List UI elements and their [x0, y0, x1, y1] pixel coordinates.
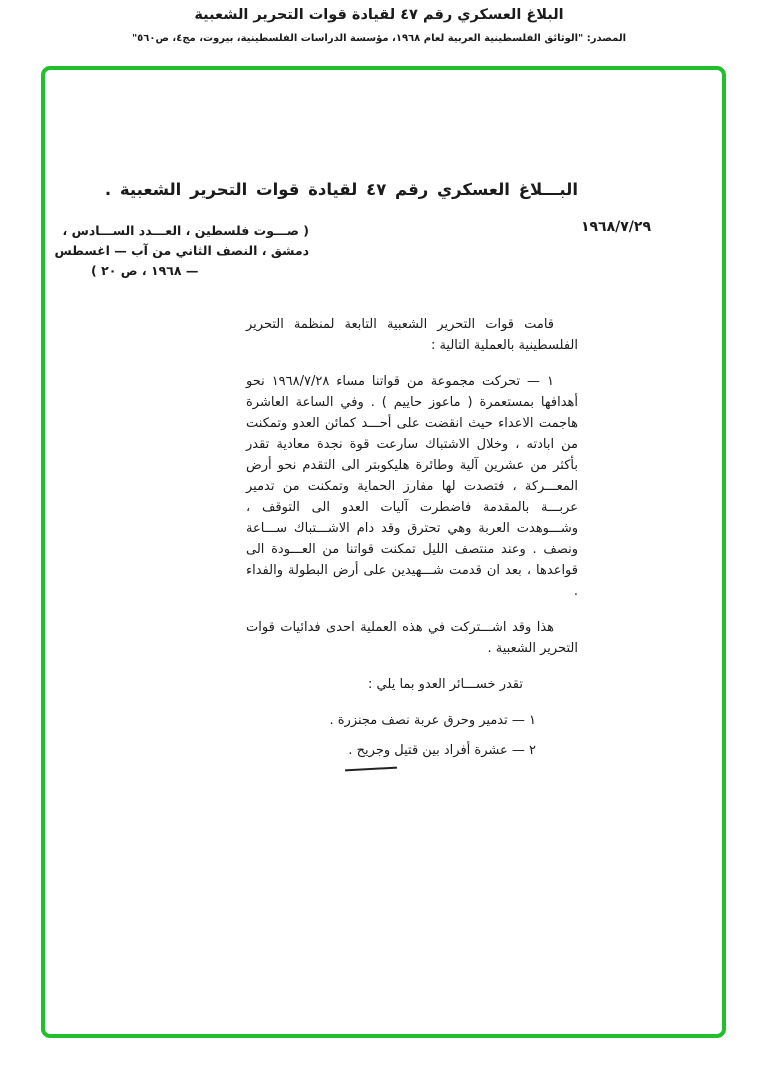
citation-line: دمشق ، النصف الثاني من آب — اغسطس [54, 243, 309, 258]
paragraph-intro: قامت قوات التحرير الشعبية التابعة لمنظمة التحرير الفلسطينية بالعملية التالية : [246, 317, 578, 353]
document-date: ١٩٦٨/٧/٢٩ [580, 219, 651, 235]
page-header-source: المصدر: "الوثائق الفلسطينية العربية لعام ١٩٦٨، مؤسسة الدراسات الفلسطينية، بيروت، مج٤، ص٥٦٠" [131, 33, 627, 44]
document-citation [54, 221, 309, 281]
paragraph-enemy-losses-label: تقدر خســـائر العدو بما يلي : [368, 677, 523, 692]
document-frame [41, 66, 726, 1038]
citation-line: — ١٩٦٨ ، ص ٢٠ ) [91, 263, 199, 278]
document-title: البـــلاغ العسكري رقم ٤٧ لقيادة قوات التحرير الشعبية . [104, 180, 578, 199]
paragraph-participation: هذا وقد اشـــتركت في هذه العملية احدى فدائيات قوات التحرير الشعبية . [246, 620, 578, 656]
document-body [246, 314, 578, 770]
citation-line: ( صـــوت فلسطين ، العـــدد الســـادس ، [62, 223, 309, 238]
list-item-loss-1: ١ — تدمير وحرق عربة نصف مجنزرة . [329, 713, 536, 728]
list-item-loss-2: ٢ — عشرة أفراد بين قتيل وجريح . [348, 743, 536, 758]
paragraph-operation-details: ١ — تحركت مجموعة من قواتنا مساء ١٩٦٨/٧/٢٨ نحو أهدافها بمستعمرة ( ماعوز حاييم ) . وفي الساعة العاشرة هاجمت الاعداء حيث انقضت على أحـــد كمائن العدو وتمكنت من ابادته ، وخلال الاشتباك سارعت قوة نجدة معادية تقدر بأكثر من عشرين آلية وطائرة هليكوبتر الى التقدم نحو أرض المعـــركة ، فتصدت لها مفارز الحماية وتمكنت من تدمير عربـــة بالمقدمة فاضطرت آليات العدو الى التوقف ، وشـــوهدت العربة وهي تحترق وقد دام الاشـــتباك ســـاعة ونصف . وعند منتصف الليل تمكنت قواتنا من العـــودة الى قواعدها ، بعد ان قدمت شـــهيدين على أرض البطولة والفداء . [246, 374, 578, 599]
page-header-title: البلاغ العسكري رقم ٤٧ لقيادة قوات التحرير الشعبية [194, 7, 564, 23]
